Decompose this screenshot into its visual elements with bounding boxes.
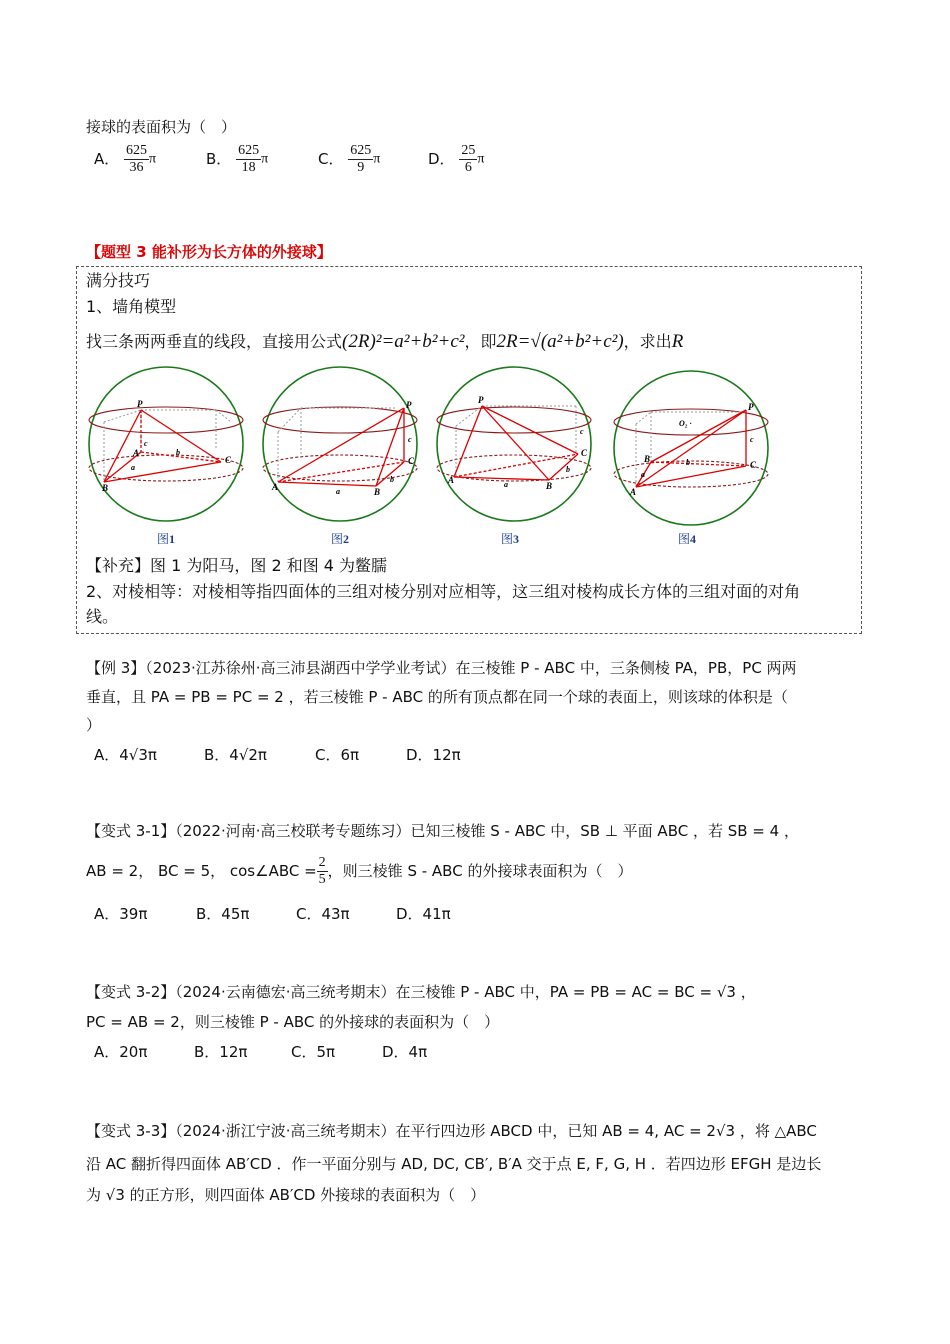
variant-3-1-line2: AB = 2， BC = 5， cos∠ABC = $\frac{2}{5}$ ，则三棱锥 S - ABC 的外接球表面积为（ ）: [86, 855, 633, 887]
svg-text:C: C: [408, 456, 415, 466]
svg-text:c: c: [750, 435, 754, 444]
svg-text:B: B: [102, 483, 109, 493]
svg-text:b: b: [566, 465, 570, 474]
variant-3-2-line1: 【变式 3-2】（2024·云南德宏·高三统考期末）在三棱锥 P - ABC 中，PA = PB = AC = BC = √3 ，: [86, 983, 756, 1001]
section-title: 【题型 3 能补形为长方体的外接球】: [86, 243, 332, 261]
figure-1-caption: 图1: [157, 532, 176, 546]
option-label: D．: [428, 150, 455, 168]
option-d[interactable]: D．12π: [406, 746, 461, 764]
svg-text:P: P: [137, 399, 143, 409]
option-a[interactable]: A． $\frac{625}{36}$ π: [94, 143, 157, 175]
svg-text:A: A: [448, 475, 455, 485]
figure-4-caption: 图4: [678, 532, 697, 546]
variant-3-3-line2: 沿 AC 翻折得四面体 AB′CD ．作一平面分别与 AD, DC, CB′, B′A 交于点 E, F, G, H ．若四边形 EFGH 是边长: [86, 1155, 822, 1173]
svg-text:a: a: [641, 470, 645, 479]
option-b[interactable]: B．4√2π: [204, 746, 267, 764]
option-c[interactable]: C．6π: [315, 746, 360, 764]
svg-text:C: C: [225, 455, 232, 465]
svg-text:c: c: [580, 427, 584, 436]
figure-4-sphere: [614, 371, 768, 525]
option-label: C．: [318, 150, 344, 168]
option-d[interactable]: D．41π: [396, 905, 451, 923]
example-3-line2: 垂直，且 PA = PB = PC = 2 ，若三棱锥 P - ABC 的所有顶点都在同一个球的表面上，则该球的体积是（: [86, 688, 788, 706]
option-b[interactable]: B．12π: [194, 1043, 248, 1061]
fraction: $\frac{625}{18}$: [238, 143, 260, 175]
formula-line: 找三条两两垂直的线段，直接用公式(2R)²=a²+b²+c²，即2R=√(a²+b²+c²)，求出R: [86, 331, 684, 352]
option-b[interactable]: B． $\frac{625}{18}$ π: [206, 143, 269, 175]
svg-text:A: A: [272, 482, 279, 492]
svg-text:A: A: [133, 448, 140, 458]
svg-text:B: B: [546, 481, 553, 491]
variant-3-2-line2: PC = AB = 2，则三棱锥 P - ABC 的外接球的表面积为（ ）: [86, 1013, 500, 1031]
svg-text:C: C: [581, 448, 588, 458]
formula-2: 2R=√(a²+b²+c²): [496, 331, 624, 352]
svg-text:a: a: [336, 487, 340, 496]
formula-1: (2R)²=a²+b²+c²: [342, 331, 465, 352]
option-c[interactable]: C．43π: [296, 905, 350, 923]
svg-text:a: a: [131, 463, 135, 472]
svg-text:b: b: [390, 475, 394, 484]
supplement-note: 【补充】图 1 为阳马，图 2 和图 4 为鳖臑: [86, 556, 388, 575]
svg-text:P: P: [406, 400, 412, 410]
svg-text:P: P: [748, 402, 754, 412]
variant-3-3-line3: 为 √3 的正方形，则四面体 AB′CD 外接球的表面积为（ ）: [86, 1186, 486, 1204]
figure-1-sphere: [89, 367, 243, 521]
figure-2-caption: 图2: [331, 532, 350, 546]
svg-text:b: b: [686, 458, 690, 467]
svg-text:b: b: [176, 448, 180, 457]
fraction: $\frac{2}{5}$: [318, 855, 326, 887]
option-a[interactable]: A．4√3π: [94, 746, 157, 764]
svg-text:O₂ ·: O₂ ·: [679, 419, 692, 428]
option-label: B．: [206, 150, 232, 168]
example-3-line3: ）: [86, 716, 102, 734]
figure-3-caption: 图3: [501, 532, 520, 546]
option-d[interactable]: D． $\frac{25}{6}$ π: [428, 143, 485, 175]
item2-line1: 2、对棱相等：对棱相等指四面体的三组对棱分别对应相等，这三组对棱构成长方体的三组对面的对角: [86, 582, 801, 601]
option-c[interactable]: C．5π: [291, 1043, 336, 1061]
svg-text:P: P: [478, 395, 484, 405]
svg-text:B: B: [644, 454, 651, 464]
option-b[interactable]: B．45π: [196, 905, 250, 923]
option-a[interactable]: A．39π: [94, 905, 148, 923]
option-label: A．: [94, 150, 120, 168]
figure-3-sphere: [437, 367, 591, 521]
fraction: $\frac{625}{36}$: [126, 143, 148, 175]
svg-text:A: A: [630, 487, 637, 497]
svg-text:B: B: [374, 487, 381, 497]
item1-title: 1、墙角模型: [86, 297, 177, 316]
question-stem: 接球的表面积为（ ）: [86, 118, 237, 136]
variant-3-3-line1: 【变式 3-3】（2024·浙江宁波·高三统考期末）在平行四边形 ABCD 中，已知 AB = 4, AC = 2√3 ，将 △ABC: [86, 1122, 817, 1140]
sphere-figures: [86, 362, 866, 552]
example-3-line1: 【例 3】（2023·江苏徐州·高三沛县湖西中学学业考试）在三棱锥 P - ABC 中，三条侧棱 PA，PB，PC 两两: [86, 659, 797, 677]
option-a[interactable]: A．20π: [94, 1043, 148, 1061]
svg-text:a: a: [504, 480, 508, 489]
variant-3-1-line1: 【变式 3-1】（2022·河南·高三校联考专题练习）已知三棱锥 S - ABC 中，SB ⊥ 平面 ABC ，若 SB = 4 ，: [86, 822, 799, 840]
figure-2-sphere: [263, 367, 417, 521]
svg-text:c: c: [144, 439, 148, 448]
svg-text:C: C: [750, 460, 757, 470]
tips-title: 满分技巧: [86, 271, 151, 290]
option-d[interactable]: D．4π: [382, 1043, 428, 1061]
svg-text:c: c: [408, 435, 412, 444]
item2-line2: 线。: [86, 607, 119, 626]
option-c[interactable]: C． $\frac{625}{9}$ π: [318, 143, 381, 175]
fraction: $\frac{25}{6}$: [461, 143, 476, 175]
fraction: $\frac{625}{9}$: [350, 143, 372, 175]
